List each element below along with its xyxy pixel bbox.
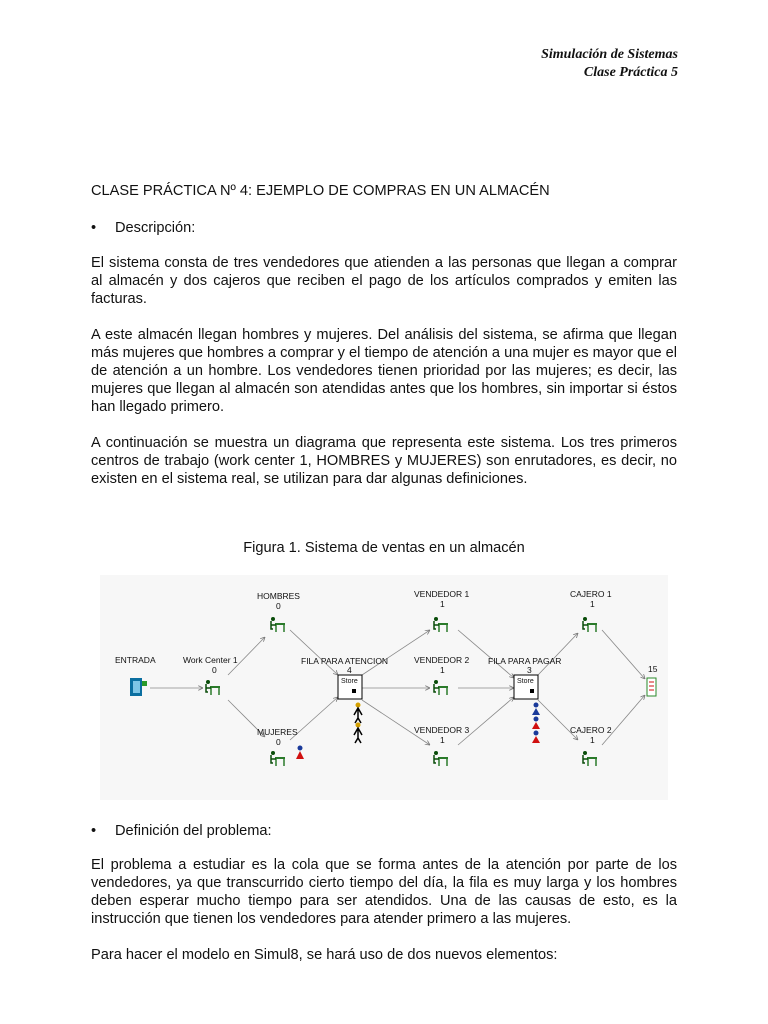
fila-pagar-store-icon (514, 675, 538, 699)
mujeres-icon (271, 751, 285, 766)
diagram-svg (100, 575, 668, 800)
queue-women-icons (532, 703, 540, 744)
vendedor-1-icon (434, 617, 448, 632)
vendedor-3-icon (434, 751, 448, 766)
vendedor-3-label: VENDEDOR 3 (414, 725, 470, 735)
cajero-1-icon (583, 617, 597, 632)
vendedor-3-count: 1 (440, 735, 445, 745)
bullet-description-label: Descripción: (115, 220, 196, 236)
salida-icon (647, 678, 656, 696)
document-title: CLASE PRÁCTICA Nº 4: EJEMPLO DE COMPRAS EN UN ALMACÉN (91, 183, 550, 199)
woman-waiting-icon (296, 746, 304, 760)
salida-count: 15 (648, 664, 658, 674)
svg-text:Store: Store (517, 678, 534, 685)
vendedor-2-label: VENDEDOR 2 (414, 655, 470, 665)
vendedor-1-label: VENDEDOR 1 (414, 589, 470, 599)
paragraph-4: El problema a estudiar es la cola que se forma antes de la atención por parte de los vendedores, ya que transcurrido cierto tiempo del día, la fila es muy larga y los hombres deben esperar mucho tiempo para ser atendidos. Una de las causas de esto, es la instrucción que tienen los vendedores para atender primero a las mujeres. (91, 857, 677, 927)
figure-caption: Figura 1. Sistema de ventas en un almacén (243, 540, 525, 556)
cajero-2-label: CAJERO 2 (570, 725, 612, 735)
mujeres-count: 0 (276, 737, 281, 747)
cajero-2-count: 1 (590, 735, 595, 745)
bullet-problem-label: Definición del problema: (115, 823, 272, 839)
queue-men-icons (354, 703, 362, 744)
hombres-count: 0 (276, 601, 281, 611)
fila-atencion-store-icon (338, 675, 362, 699)
cajero-2-icon (583, 751, 597, 766)
bullet-problem (91, 822, 272, 840)
vendedor-2-count: 1 (440, 665, 445, 675)
paragraph-2: A este almacén llegan hombres y mujeres. Del análisis del sistema, se afirma que llegan más mujeres que hombres a comprar y el tiempo de atención a una mujer es mayor que el de atención a un hombre. Los vendedores tienen prioridad por las mujeres; es decir, las mujeres que llegan al almacén son atendidas antes que los hombres, sin importar si éstos han llegado primero. (91, 327, 677, 415)
bullet-dot: • (91, 220, 97, 236)
vendedor-2-icon (434, 680, 448, 695)
fila-atencion-count: 4 (347, 665, 352, 675)
entrada-icon (130, 678, 147, 696)
bullet-dot: • (91, 823, 97, 839)
svg-text:Store: Store (341, 678, 358, 685)
paragraph-5: Para hacer el modelo en Simul8, se hará uso de dos nuevos elementos: (91, 947, 558, 963)
work-center-1-icon (206, 680, 220, 695)
mujeres-label: MUJERES (257, 727, 298, 737)
cajero-1-label: CAJERO 1 (570, 589, 612, 599)
figure-diagram (100, 575, 668, 800)
paragraph-3: A continuación se muestra un diagrama que representa este sistema. Los tres primeros centros de trabajo (work center 1, HOMBRES y MUJERES) son enrutadores, es decir, no existen en el sistema real, se utilizan para dar algunas definiciones. (91, 435, 677, 487)
work-center-1-count: 0 (212, 665, 217, 675)
page-header (541, 46, 678, 82)
hombres-icon (271, 617, 285, 632)
work-center-1-label: Work Center 1 (183, 655, 238, 665)
bullet-description (91, 219, 195, 237)
fila-pagar-label: FILA PARA PAGAR (488, 656, 562, 666)
header-class: Clase Práctica 5 (583, 65, 678, 80)
header-course: Simulación de Sistemas (541, 47, 678, 62)
fila-atencion-label: FILA PARA ATENCION (301, 656, 389, 666)
cajero-1-count: 1 (590, 599, 595, 609)
entrada-label: ENTRADA (115, 655, 156, 665)
paragraph-1: El sistema consta de tres vendedores que atienden a las personas que llegan a comprar al almacén y dos cajeros que reciben el pago de los artículos comprados y emiten las facturas. (91, 255, 677, 307)
hombres-label: HOMBRES (257, 591, 300, 601)
vendedor-1-count: 1 (440, 599, 445, 609)
fila-pagar-count: 3 (527, 665, 532, 675)
